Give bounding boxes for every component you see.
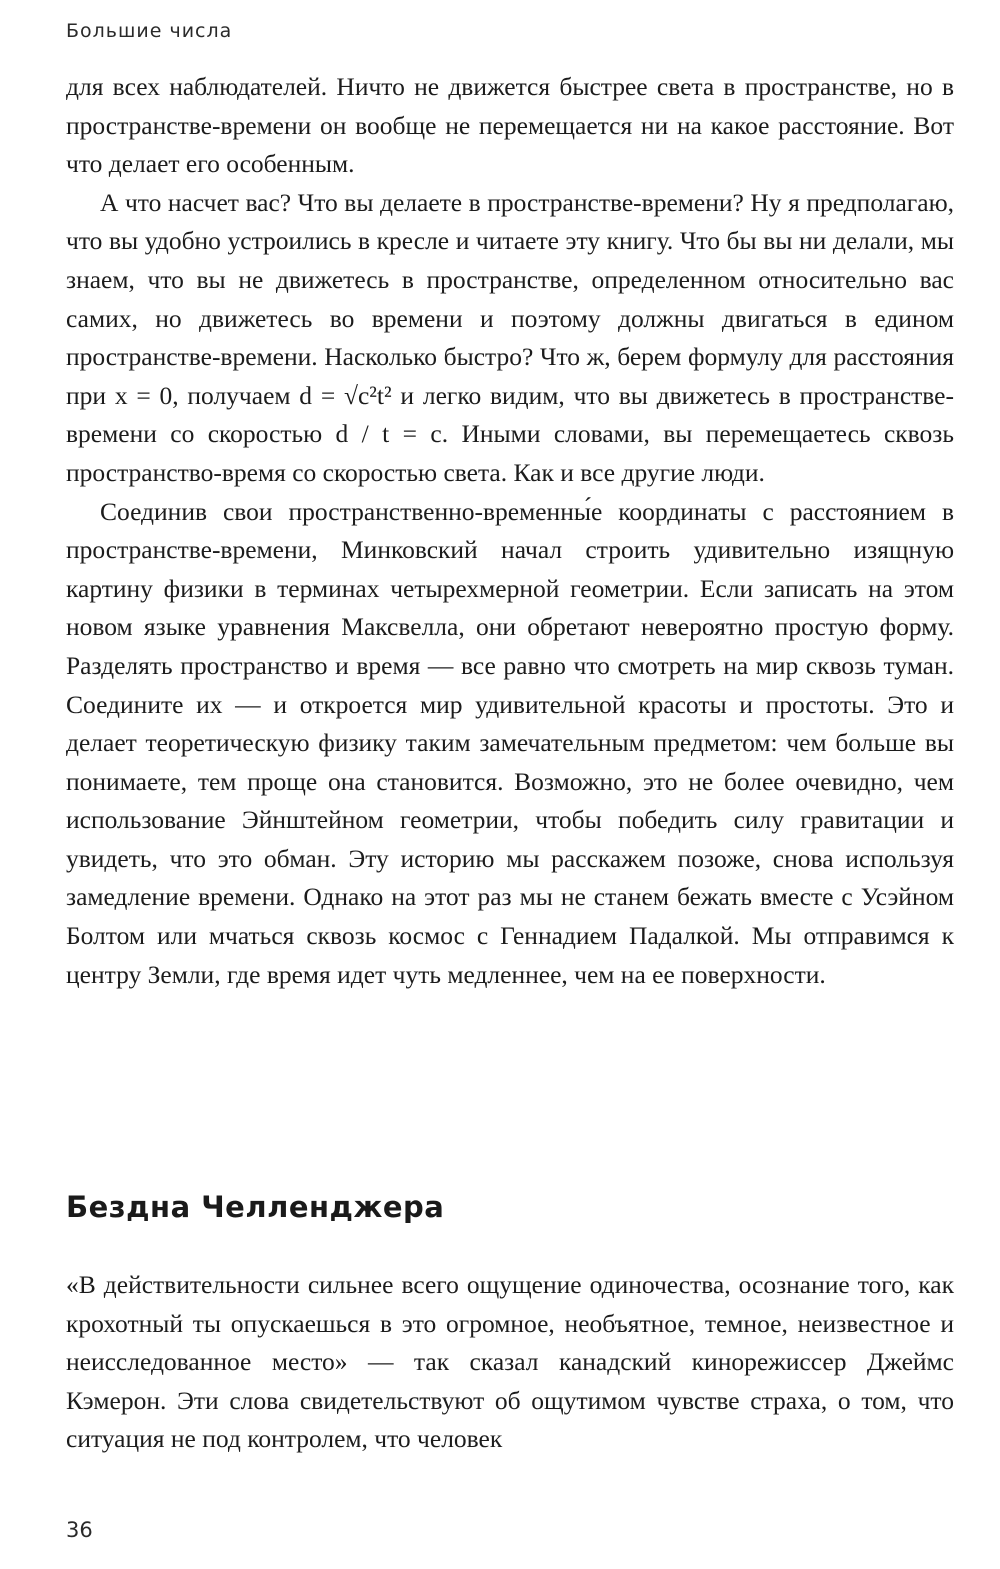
section-text	[66, 1266, 954, 1459]
running-head: Большие числа	[66, 20, 233, 42]
main-text	[66, 68, 954, 994]
section-paragraph-1: «В действительности сильнее всего ощущение одиночества, осознание того, как крохотный ты опускаешься в это огромное, необъятное, темное, неизвестное и неисследованное место» — так сказал канадский кинорежиссер Джеймс Кэмерон. Эти слова свидетельствуют об ощутимом чувстве страха, о том, что ситуация не под контролем, что человек	[66, 1270, 954, 1454]
paragraph-2: А что насчет вас? Что вы делаете в пространстве-времени? Ну я предполагаю, что вы удобно устроились в кресле и читаете эту книгу. Что бы вы ни делали, мы знаем, что вы не движетесь в пространстве, определенном относительно вас самих, но движетесь во времени и поэтому должны двигаться в едином пространстве-времени. Насколько быстро? Что ж, берем формулу для расстояния при x = 0, получаем d = √c²t² и легко видим, что вы движетесь в пространстве-времени со скоростью d / t = c. Иными словами, вы перемещаетесь сквозь пространство-время со скоростью света. Как и все другие люди.	[66, 187, 954, 487]
page-number: 36	[66, 1518, 93, 1542]
section-title: Бездна Челленджера	[66, 1190, 445, 1224]
paragraph-3: Соединив свои пространственно-временны́е координаты с расстоянием в пространстве-времени, Минковский начал строить удивительно изящную картину физики в терминах четырехмерной геометрии. Если записать на этом новом языке уравнения Максвелла, они обретают невероятно простую форму. Разделять пространство и время — все равно что смотреть на мир сквозь туман. Соедините их — и откроется мир удивительной красоты и простоты. Это и делает теоретическую физику таким замечательным предметом: чем больше вы понимаете, тем проще она становится. Возможно, это не более очевидно, чем использование Эйнштейном геометрии, чтобы победить силу гравитации и увидеть, что это обман. Эту историю мы расскажем позоже, снова используя замедление времени. Однако на этот раз мы не станем бежать вместе с Усэйном Болтом или мчаться сквозь космос с Геннадием Падалкой. Мы отправимся к центру Земли, где время идет чуть медленнее, чем на ее поверхности.	[66, 496, 954, 989]
paragraph-1: для всех наблюдателей. Ничто не движется быстрее света в пространстве, но в пространстве-времени он вообще не перемещается ни на какое расстояние. Вот что делает его особенным.	[66, 72, 954, 179]
